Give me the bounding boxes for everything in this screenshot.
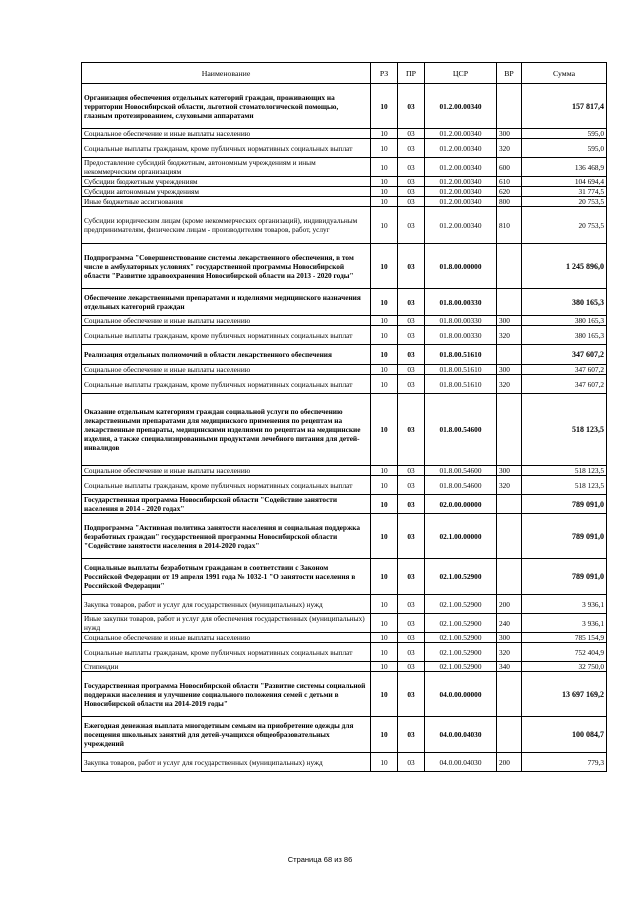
cell-pr: 03 [398,466,425,476]
cell-rz: 10 [371,633,398,643]
cell-vr: 340 [497,662,522,672]
cell-vr: 300 [497,466,522,476]
cell-name: Социальное обеспечение и иные выплаты населению [82,316,371,326]
cell-sum: 3 936,1 [522,614,607,633]
cell-sum: 100 084,7 [522,717,607,753]
cell-rz: 10 [371,717,398,753]
cell-pr: 03 [398,84,425,129]
cell-sum: 785 154,9 [522,633,607,643]
cell-sum: 518 123,5 [522,466,607,476]
table-row [82,139,607,158]
table-row [82,495,607,514]
cell-pr: 03 [398,177,425,187]
cell-sum: 3 936,1 [522,595,607,614]
header-rz: РЗ [371,63,398,84]
cell-rz: 10 [371,614,398,633]
cell-vr [497,394,522,466]
cell-csr: 01.2.00.00340 [425,197,497,207]
table-row [82,289,607,316]
cell-rz: 10 [371,672,398,717]
cell-csr: 01.2.00.00340 [425,129,497,139]
cell-rz: 10 [371,244,398,289]
cell-vr: 300 [497,365,522,375]
table-row [82,207,607,244]
cell-csr: 02.1.00.52900 [425,595,497,614]
cell-csr: 01.8.00.00330 [425,316,497,326]
cell-csr: 02.1.00.52900 [425,614,497,633]
cell-name: Организация обеспечения отдельных категорий граждан, проживающих на территории Новосибирской области, льготной стоматологической помощью, глазным протезированием, слуховыми аппаратами [82,84,371,129]
table-row [82,84,607,129]
cell-csr: 01.2.00.00340 [425,177,497,187]
cell-name: Обеспечение лекарственными препаратами и изделиями медицинского назначения отдельных категорий граждан [82,289,371,316]
cell-vr: 320 [497,139,522,158]
cell-vr: 320 [497,643,522,662]
cell-sum: 31 774,5 [522,187,607,197]
table-row [82,643,607,662]
cell-csr: 02.1.00.52900 [425,643,497,662]
header-name: Наименование [82,63,371,84]
cell-pr: 03 [398,495,425,514]
table-body [82,84,607,772]
cell-name: Государственная программа Новосибирской области "Развитие системы социальной поддержки населения и улучшение социального положения семей с детьми в Новосибирской области на 2014-2019 годы" [82,672,371,717]
table-row [82,326,607,345]
table-row [82,595,607,614]
cell-name: Подпрограмма "Совершенствование системы лекарственного обеспечения, в том числе в амбулаторных условиях" государственной программы Новосибирской области "Развитие здравоохранения Новосибирской области на 2013 - 2020 годы" [82,244,371,289]
cell-name: Социальные выплаты гражданам, кроме публичных нормативных социальных выплат [82,643,371,662]
cell-pr: 03 [398,643,425,662]
cell-vr: 810 [497,207,522,244]
cell-pr: 03 [398,365,425,375]
cell-vr: 300 [497,129,522,139]
cell-rz: 10 [371,84,398,129]
cell-csr: 01.2.00.00340 [425,158,497,177]
page-number: Страница 68 из 86 [287,855,353,864]
cell-vr: 300 [497,633,522,643]
cell-rz: 10 [371,129,398,139]
cell-vr: 320 [497,326,522,345]
cell-rz: 10 [371,139,398,158]
cell-pr: 03 [398,717,425,753]
cell-rz: 10 [371,595,398,614]
cell-vr: 300 [497,316,522,326]
cell-vr: 610 [497,177,522,187]
cell-vr [497,244,522,289]
cell-pr: 03 [398,129,425,139]
cell-csr: 01.8.00.54600 [425,476,497,495]
cell-vr: 600 [497,158,522,177]
cell-vr: 620 [497,187,522,197]
cell-rz: 10 [371,365,398,375]
table-row [82,466,607,476]
cell-csr: 02.1.00.52900 [425,662,497,672]
cell-vr: 240 [497,614,522,633]
cell-sum: 752 404,9 [522,643,607,662]
cell-name: Иные закупки товаров, работ и услуг для обеспечения государственных (муниципальных) нужд [82,614,371,633]
table-row [82,672,607,717]
cell-sum: 779,3 [522,753,607,772]
header-vr: ВР [497,63,522,84]
cell-sum: 104 694,4 [522,177,607,187]
cell-sum: 157 817,4 [522,84,607,129]
cell-rz: 10 [371,514,398,559]
cell-name: Субсидии юридическим лицам (кроме некоммерческих организаций), индивидуальным предпринимателям, физическим лицам - производителям товаров, работ, услуг [82,207,371,244]
cell-sum: 347 607,2 [522,345,607,365]
table-row [82,514,607,559]
cell-name: Реализация отдельных полномочий в области лекарственного обеспечения [82,345,371,365]
cell-vr [497,559,522,595]
cell-csr: 01.2.00.00340 [425,84,497,129]
cell-pr: 03 [398,514,425,559]
cell-name: Социальные выплаты гражданам, кроме публичных нормативных социальных выплат [82,139,371,158]
table-row [82,375,607,394]
cell-csr: 02.1.00.52900 [425,559,497,595]
table-row [82,753,607,772]
cell-sum: 380 165,3 [522,326,607,345]
table-row [82,316,607,326]
cell-rz: 10 [371,158,398,177]
cell-rz: 10 [371,187,398,197]
cell-pr: 03 [398,158,425,177]
cell-csr: 01.8.00.54600 [425,394,497,466]
cell-csr: 04.0.00.04030 [425,753,497,772]
cell-name: Иные бюджетные ассигнования [82,197,371,207]
cell-pr: 03 [398,244,425,289]
cell-pr: 03 [398,662,425,672]
cell-vr: 320 [497,476,522,495]
cell-csr: 02.1.00.52900 [425,633,497,643]
table-row [82,345,607,365]
cell-pr: 03 [398,289,425,316]
table-header-row [82,63,607,84]
cell-rz: 10 [371,466,398,476]
cell-rz: 10 [371,476,398,495]
cell-sum: 1 245 896,0 [522,244,607,289]
cell-csr: 01.8.00.51610 [425,365,497,375]
cell-name: Социальное обеспечение и иные выплаты населению [82,633,371,643]
cell-vr [497,672,522,717]
table-row [82,717,607,753]
cell-name: Ежегодная денежная выплата многодетным семьям на приобретение одежды для посещения школьных занятий для детей-учащихся общеобразовательных учреждений [82,717,371,753]
cell-pr: 03 [398,375,425,394]
cell-pr: 03 [398,476,425,495]
cell-name: Стипендии [82,662,371,672]
cell-sum: 789 091,0 [522,514,607,559]
cell-rz: 10 [371,495,398,514]
cell-name: Предоставление субсидий бюджетным, автономным учреждениям и иным некоммерческим организациям [82,158,371,177]
cell-pr: 03 [398,326,425,345]
cell-vr: 800 [497,197,522,207]
cell-rz: 10 [371,559,398,595]
cell-sum: 347 607,2 [522,365,607,375]
cell-pr: 03 [398,316,425,326]
cell-rz: 10 [371,394,398,466]
cell-pr: 03 [398,595,425,614]
cell-rz: 10 [371,643,398,662]
table-row [82,394,607,466]
cell-name: Государственная программа Новосибирской области "Содействие занятости населения в 2014 - 2020 годах" [82,495,371,514]
cell-vr [497,345,522,365]
cell-rz: 10 [371,662,398,672]
cell-csr: 01.8.00.00000 [425,244,497,289]
cell-name: Закупка товаров, работ и услуг для государственных (муниципальных) нужд [82,753,371,772]
cell-csr: 01.2.00.00340 [425,187,497,197]
cell-rz: 10 [371,197,398,207]
table-row [82,158,607,177]
table-row [82,633,607,643]
cell-pr: 03 [398,197,425,207]
cell-sum: 518 123,5 [522,476,607,495]
cell-sum: 347 607,2 [522,375,607,394]
cell-csr: 02.0.00.00000 [425,495,497,514]
table-row [82,476,607,495]
cell-name: Социальные выплаты гражданам, кроме публичных нормативных социальных выплат [82,476,371,495]
cell-sum: 20 753,5 [522,197,607,207]
cell-sum: 13 697 169,2 [522,672,607,717]
cell-sum: 380 165,3 [522,316,607,326]
cell-rz: 10 [371,177,398,187]
cell-name: Субсидии бюджетным учреждениям [82,177,371,187]
cell-vr [497,289,522,316]
cell-csr: 04.0.00.00000 [425,672,497,717]
cell-csr: 01.8.00.54600 [425,466,497,476]
cell-vr [497,495,522,514]
cell-sum: 789 091,0 [522,495,607,514]
cell-pr: 03 [398,187,425,197]
cell-csr: 01.8.00.00330 [425,289,497,316]
cell-vr: 200 [497,595,522,614]
cell-vr [497,84,522,129]
table-row [82,662,607,672]
cell-rz: 10 [371,345,398,365]
cell-sum: 136 468,9 [522,158,607,177]
cell-vr [497,717,522,753]
cell-sum: 789 091,0 [522,559,607,595]
cell-rz: 10 [371,326,398,345]
header-csr: ЦСР [425,63,497,84]
cell-sum: 595,0 [522,139,607,158]
cell-pr: 03 [398,207,425,244]
table-row [82,365,607,375]
cell-name: Социальное обеспечение и иные выплаты населению [82,466,371,476]
cell-name: Закупка товаров, работ и услуг для государственных (муниципальных) нужд [82,595,371,614]
cell-rz: 10 [371,753,398,772]
cell-sum: 32 750,0 [522,662,607,672]
cell-csr: 01.8.00.51610 [425,375,497,394]
cell-sum: 20 753,5 [522,207,607,244]
cell-name: Субсидии автономным учреждениям [82,187,371,197]
cell-sum: 595,0 [522,129,607,139]
cell-name: Оказание отдельным категориям граждан социальной услуги по обеспечению лекарственными препаратами для медицинского применения по рецептам на лекарственные препараты, медицинскими изделиями по рецептам на медицинские изделия, а также специализированными продуктами лечебного питания для детей-инвалидов [82,394,371,466]
cell-csr: 01.8.00.00330 [425,326,497,345]
cell-name: Социальные выплаты гражданам, кроме публичных нормативных социальных выплат [82,326,371,345]
cell-vr: 200 [497,753,522,772]
cell-pr: 03 [398,753,425,772]
header-sum: Сумма [522,63,607,84]
cell-rz: 10 [371,316,398,326]
cell-name: Подпрограмма "Активная политика занятости населения и социальная поддержка безработных граждан" государственной программы Новосибирской области "Содействие занятости населения в 2014-2020 годах" [82,514,371,559]
cell-rz: 10 [371,207,398,244]
cell-sum: 518 123,5 [522,394,607,466]
cell-csr: 01.8.00.51610 [425,345,497,365]
cell-pr: 03 [398,672,425,717]
cell-csr: 02.1.00.00000 [425,514,497,559]
cell-pr: 03 [398,559,425,595]
table-row [82,177,607,187]
cell-vr [497,514,522,559]
budget-table [81,62,607,772]
cell-name: Социальные выплаты безработным гражданам в соответствии с Законом Российской Федерации от 19 апреля 1991 года № 1032-1 "О занятости населения в Российской Федерации" [82,559,371,595]
cell-csr: 04.0.00.04030 [425,717,497,753]
cell-sum: 380 165,3 [522,289,607,316]
cell-pr: 03 [398,345,425,365]
cell-vr: 320 [497,375,522,394]
cell-pr: 03 [398,394,425,466]
cell-name: Социальное обеспечение и иные выплаты населению [82,365,371,375]
cell-name: Социальные выплаты гражданам, кроме публичных нормативных социальных выплат [82,375,371,394]
cell-rz: 10 [371,375,398,394]
table-row [82,197,607,207]
table-row [82,187,607,197]
cell-pr: 03 [398,139,425,158]
cell-rz: 10 [371,289,398,316]
table-row [82,244,607,289]
cell-csr: 01.2.00.00340 [425,207,497,244]
table-row [82,559,607,595]
header-pr: ПР [398,63,425,84]
table-row [82,129,607,139]
cell-name: Социальное обеспечение и иные выплаты населению [82,129,371,139]
cell-pr: 03 [398,614,425,633]
cell-pr: 03 [398,633,425,643]
cell-csr: 01.2.00.00340 [425,139,497,158]
table-row [82,614,607,633]
